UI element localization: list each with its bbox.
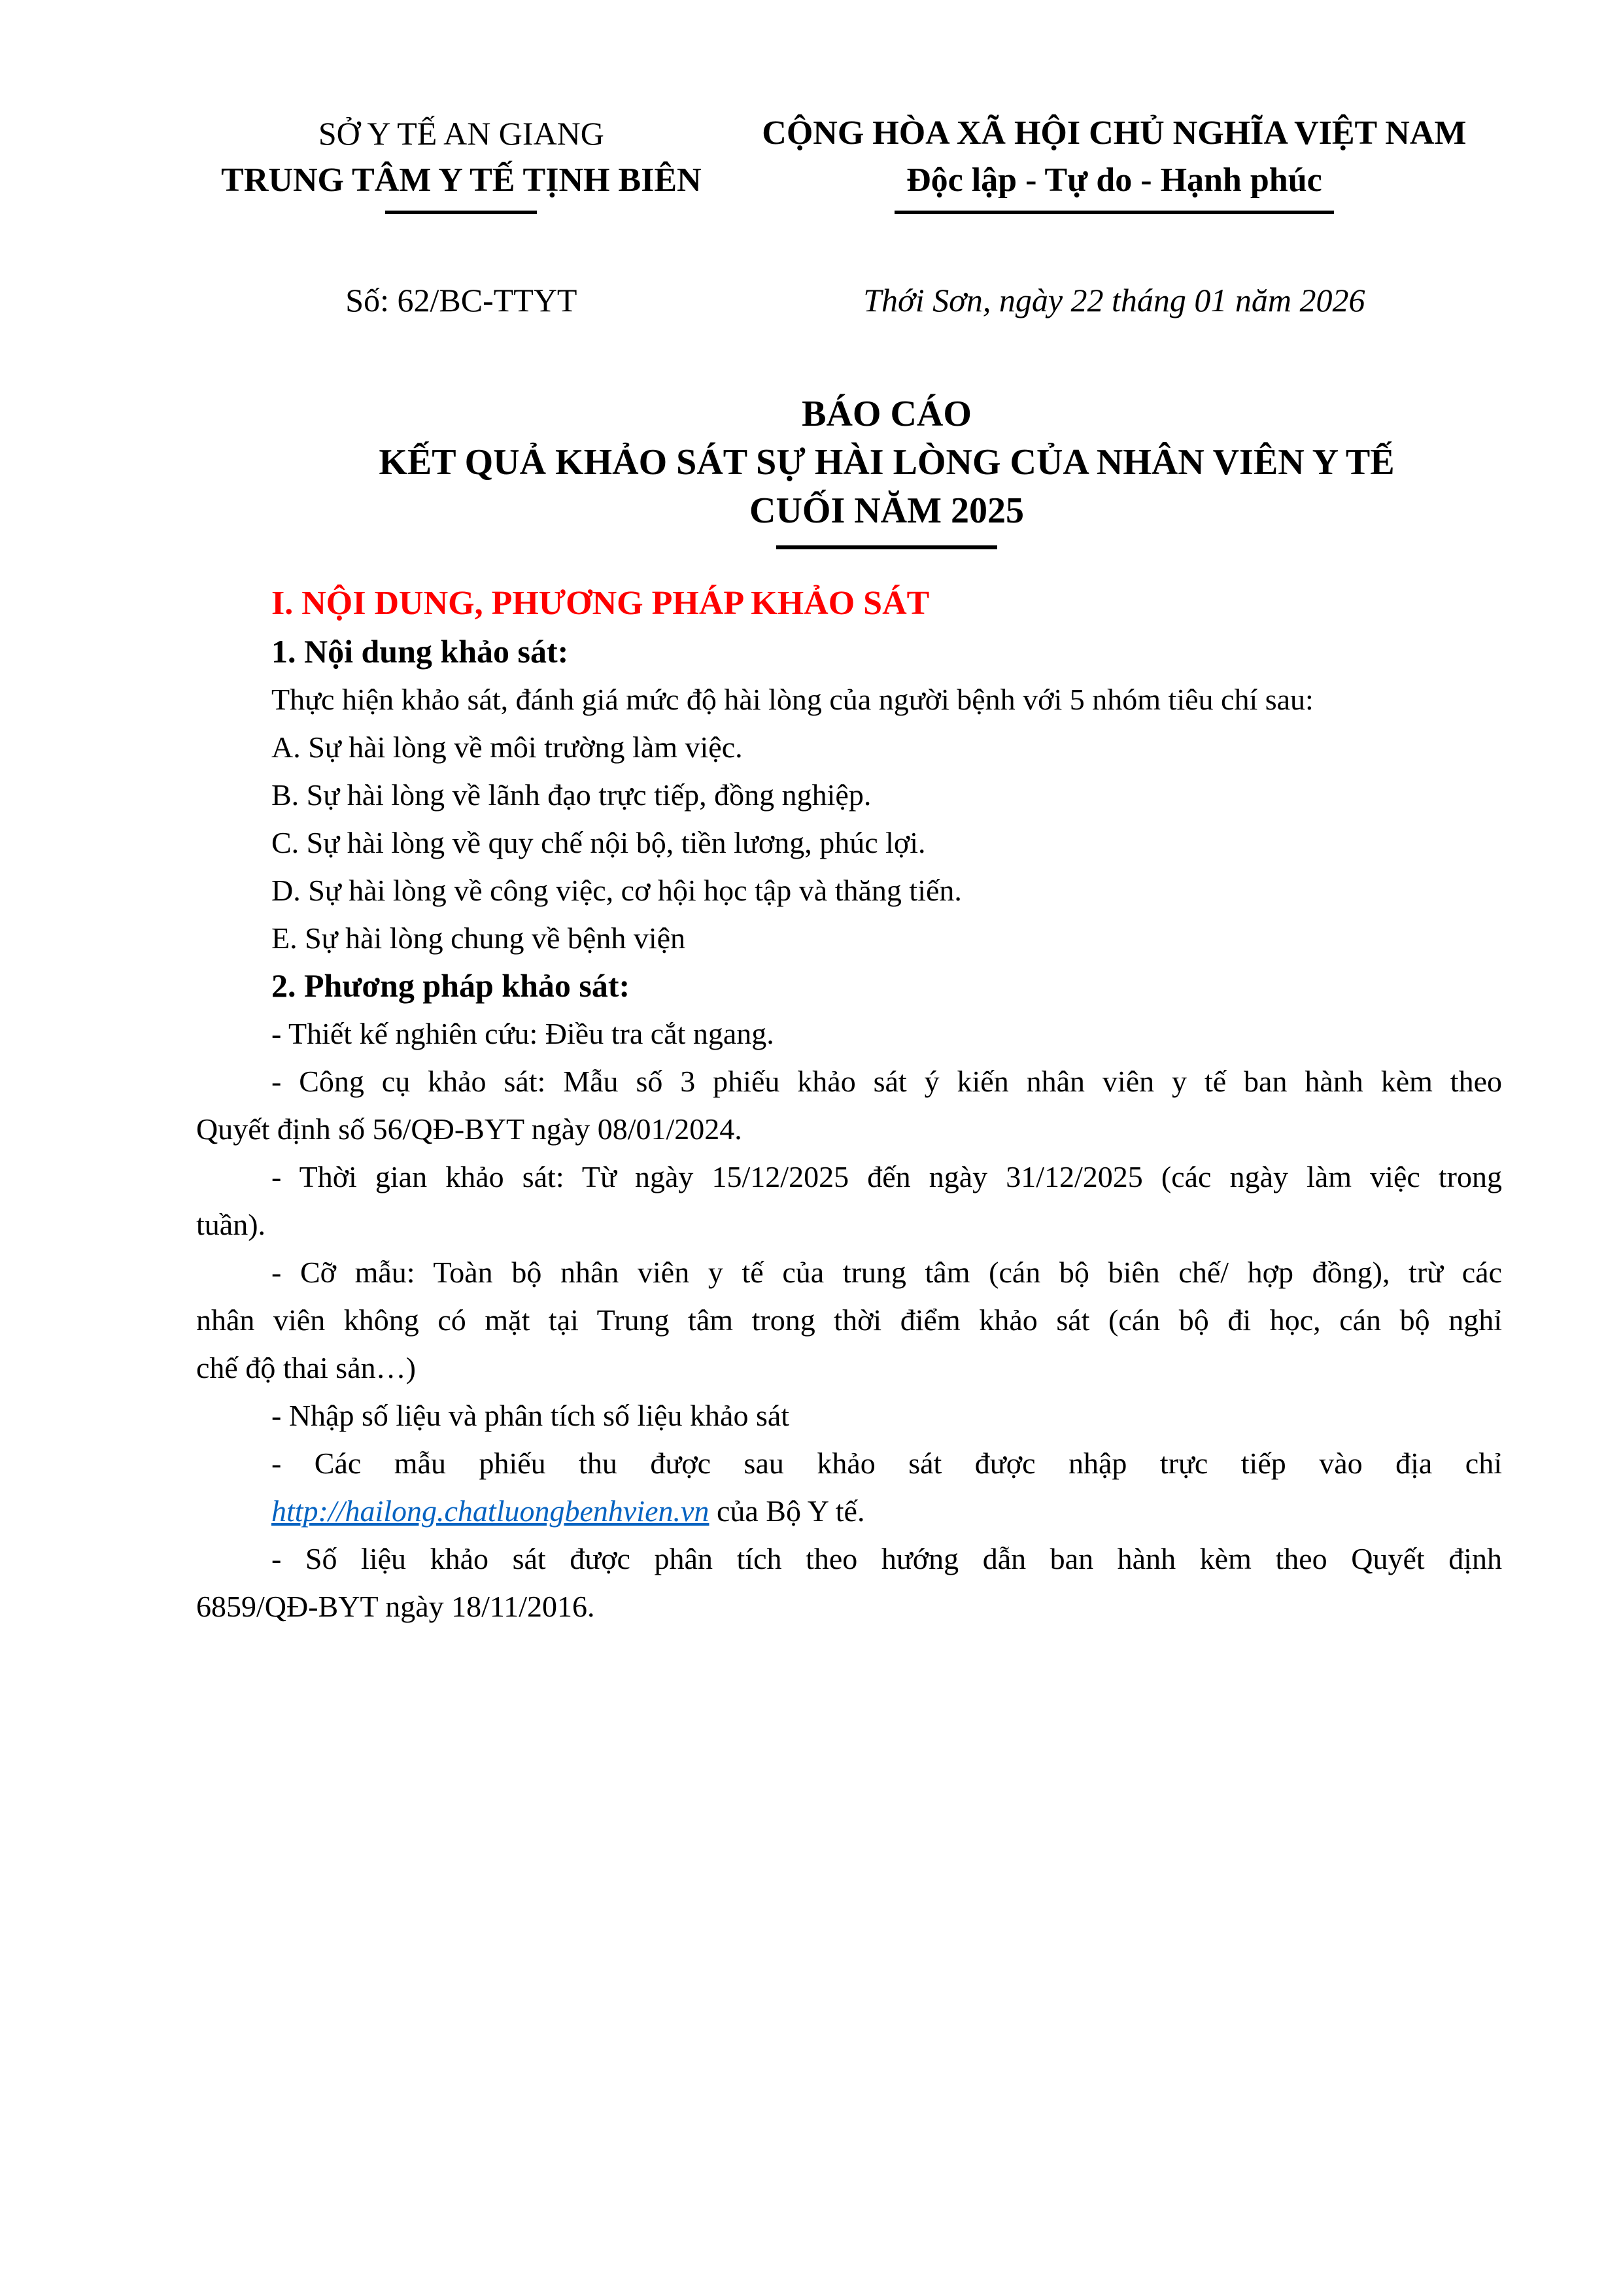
criteria-item-b: B. Sự hài lòng về lãnh đạo trực tiếp, đồng nghiệp. [271, 778, 872, 812]
number-date-row [196, 277, 1502, 324]
subsection-2-heading: 2. Phương pháp khảo sát: [271, 967, 630, 1004]
motto-underline [895, 211, 1334, 214]
criteria-item-c: C. Sự hài lòng về quy chế nội bộ, tiền lương, phúc lợi. [271, 826, 926, 859]
method-design-line: - Thiết kế nghiên cứu: Điều tra cắt ngang. [271, 1017, 774, 1050]
issuing-org-block [196, 110, 726, 214]
method-sample-line-3: chế độ thai sản…) [196, 1351, 416, 1384]
subsection-1-heading: 1. Nội dung khảo sát: [271, 633, 569, 670]
title-line-2: KẾT QUẢ KHẢO SÁT SỰ HÀI LÒNG CỦA NHÂN VIÊN Y TẾ [379, 442, 1395, 483]
intro-paragraph: Thực hiện khảo sát, đánh giá mức độ hài lòng của người bệnh với 5 nhóm tiêu chí sau: [271, 683, 1314, 716]
method-upload-line-1: - Các mẫu phiếu thu được sau khảo sát được nhập trực tiếp vào địa chỉ [271, 1447, 1502, 1480]
method-tool-line-1: - Công cụ khảo sát: Mẫu số 3 phiếu khảo sát ý kiến nhân viên y tế ban hành kèm theo [271, 1065, 1502, 1098]
org-underline [385, 211, 537, 214]
title-line-3: CUỐI NĂM 2025 [749, 490, 1024, 531]
method-analysis-line-2: 6859/QĐ-BYT ngày 18/11/2016. [196, 1590, 595, 1623]
doc-date-line: Thới Sơn, ngày 22 tháng 01 năm 2026 [863, 282, 1365, 318]
doc-number: Số: 62/BC-TTYT [345, 282, 577, 318]
section-1-heading: I. NỘI DUNG, PHƯƠNG PHÁP KHẢO SÁT [271, 585, 930, 622]
title-underline [776, 545, 997, 549]
method-tool-line-2: Quyết định số 56/QĐ-BYT ngày 08/01/2024. [196, 1112, 742, 1146]
parent-org-name: SỞ Y TẾ AN GIANG [318, 115, 604, 152]
national-motto: Độc lập - Tự do - Hạnh phúc [906, 162, 1322, 199]
national-header-block [726, 110, 1502, 214]
method-entry-line: - Nhập số liệu và phân tích số liệu khảo sát [271, 1399, 790, 1432]
national-title: CỘNG HÒA XÃ HỘI CHỦ NGHĨA VIỆT NAM [762, 114, 1467, 152]
method-time-line-2: tuần). [196, 1208, 266, 1241]
method-time-line-1: - Thời gian khảo sát: Từ ngày 15/12/2025 đến ngày 31/12/2025 (các ngày làm việc trong [271, 1160, 1502, 1193]
criteria-item-a: A. Sự hài lòng về môi trường làm việc. [271, 730, 743, 764]
report-title [271, 390, 1502, 549]
org-name: TRUNG TÂM Y TẾ TỊNH BIÊN [221, 162, 702, 199]
title-line-1: BÁO CÁO [802, 394, 972, 434]
criteria-item-e: E. Sự hài lòng chung về bệnh viện [271, 921, 686, 955]
method-sample-line-1: - Cỡ mẫu: Toàn bộ nhân viên y tế của trung tâm (cán bộ biên chế/ hợp đồng), trừ các [271, 1256, 1502, 1289]
method-analysis-line-1: - Số liệu khảo sát được phân tích theo hướng dẫn ban hành kèm theo Quyết định [271, 1542, 1502, 1575]
method-upload-line-2 [196, 1487, 1502, 1535]
criteria-item-d: D. Sự hài lòng về công việc, cơ hội học tập và thăng tiến. [271, 874, 962, 907]
upload-link-suffix: của Bộ Y tế. [709, 1494, 865, 1528]
method-sample-line-2: nhân viên không có mặt tại Trung tâm trong thời điểm khảo sát (cán bộ đi học, cán bộ nghỉ [196, 1303, 1502, 1337]
survey-portal-link[interactable]: http://hailong.chatluongbenhvien.vn [271, 1494, 709, 1528]
document-header [196, 110, 1502, 214]
